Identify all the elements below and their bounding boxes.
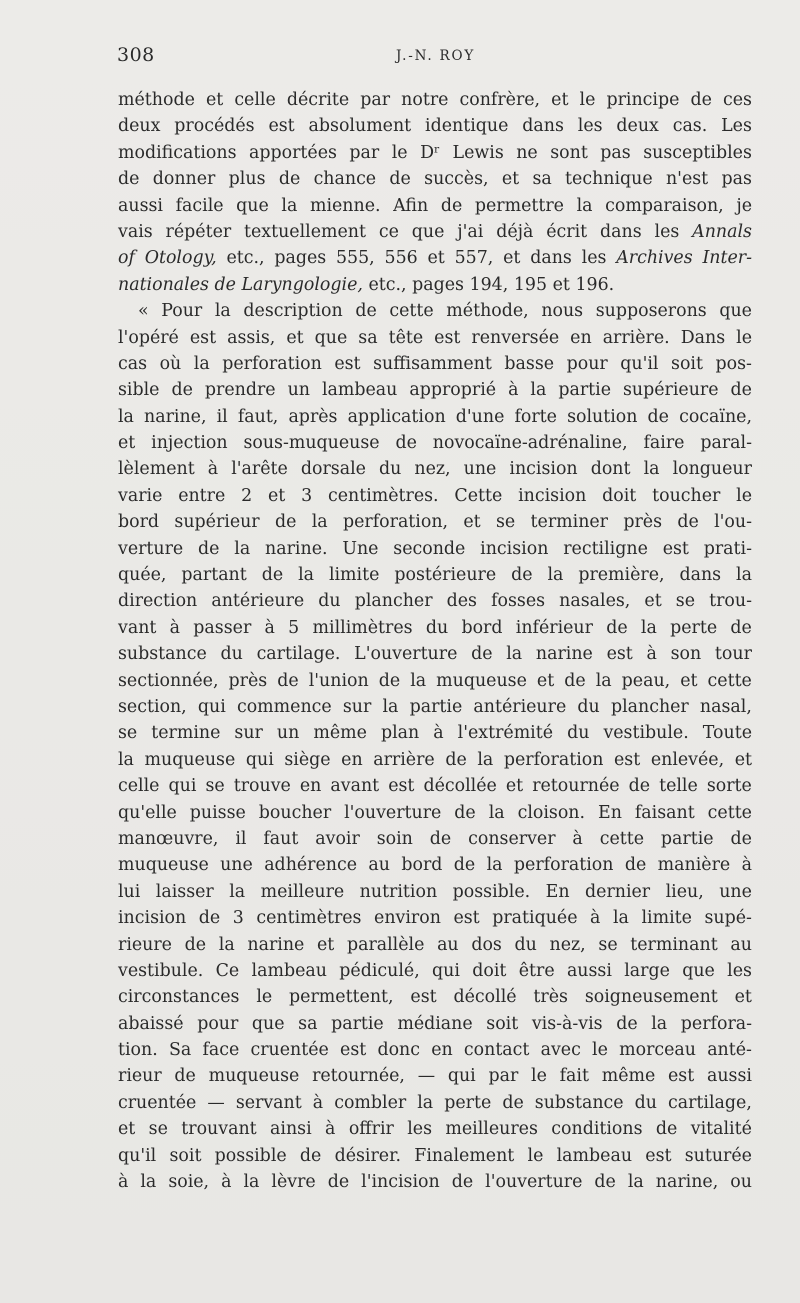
text-line: qu'elle puisse boucher l'ouverture de la cloison. En faisant cette bbox=[118, 802, 752, 823]
text-line: et injection sous-muqueuse de novocaïne-adrénaline, faire paral- bbox=[118, 433, 752, 454]
text-line: of Otology, etc., pages 555, 556 et 557, et dans les Archives Inter- bbox=[118, 248, 752, 269]
text-line: substance du cartilage. L'ouverture de la narine est à son tour bbox=[118, 644, 752, 665]
text-line: méthode et celle décrite par notre confrère, et le principe de ces bbox=[118, 90, 752, 110]
text-line: varie entre 2 et 3 centimètres. Cette incision doit toucher le bbox=[118, 485, 752, 506]
text-line: celle qui se trouve en avant est décollée et retournée de telle sorte bbox=[118, 776, 752, 797]
text-line: sible de prendre un lambeau approprié à la partie supérieure de bbox=[118, 380, 752, 401]
text-line: manœuvre, il faut avoir soin de conserver à cette partie de bbox=[118, 828, 752, 849]
text-line: modifications apportées par le Dʳ Lewis ne sont pas susceptibles bbox=[118, 142, 752, 163]
text-line: lui laisser la meilleure nutrition possible. En dernier lieu, une bbox=[118, 881, 752, 902]
text-line: la muqueuse qui siège en arrière de la perforation est enlevée, et bbox=[118, 749, 752, 770]
text-line: « Pour la description de cette méthode, nous supposerons que bbox=[138, 301, 752, 322]
text-line: verture de la narine. Une seconde incision rectiligne est prati- bbox=[118, 538, 752, 559]
running-head bbox=[0, 44, 800, 74]
text-line: vant à passer à 5 millimètres du bord inférieur de la perte de bbox=[118, 617, 752, 638]
text-line: nationales de Laryngologie, etc., pages 194, 195 et 196. bbox=[118, 274, 615, 295]
text-line: qu'il soit possible de désirer. Finalement le lambeau est suturée bbox=[118, 1145, 752, 1166]
text-line: muqueuse une adhérence au bord de la perforation de manière à bbox=[118, 855, 752, 876]
text-line: quée, partant de la limite postérieure de la première, dans la bbox=[118, 565, 752, 586]
running-title: J.-N. ROY bbox=[396, 48, 476, 64]
text-line: se termine sur un même plan à l'extrémité du vestibule. Toute bbox=[118, 723, 752, 744]
page-number: 308 bbox=[117, 44, 155, 66]
text-line: direction antérieure du plancher des fosses nasales, et se trou- bbox=[118, 591, 752, 612]
body-text bbox=[118, 87, 752, 1195]
text-line: et se trouvant ainsi à offrir les meilleures conditions de vitalité bbox=[118, 1119, 752, 1140]
text-line: à la soie, à la lèvre de l'incision de l'ouverture de la narine, ou bbox=[118, 1172, 752, 1193]
text-line: l'opéré est assis, et que sa tête est renversée en arrière. Dans le bbox=[118, 327, 752, 348]
text-line: section, qui commence sur la partie antérieure du plancher nasal, bbox=[118, 696, 752, 717]
text-line: aussi facile que la mienne. Afin de permettre la comparaison, je bbox=[118, 195, 752, 216]
text-line: vestibule. Ce lambeau pédiculé, qui doit être aussi large que les bbox=[118, 960, 752, 981]
text-line: tion. Sa face cruentée est donc en contact avec le morceau anté- bbox=[118, 1040, 752, 1061]
text-line: cruentée — servant à combler la perte de substance du cartilage, bbox=[118, 1092, 752, 1113]
text-line: sectionnée, près de l'union de la muqueuse et de la peau, et cette bbox=[118, 670, 752, 691]
text-line: incision de 3 centimètres environ est pratiquée à la limite supé- bbox=[118, 908, 752, 929]
text-line: rieur de muqueuse retournée, — qui par le fait même est aussi bbox=[118, 1066, 752, 1087]
text-line: rieure de la narine et parallèle au dos du nez, se terminant au bbox=[118, 934, 752, 955]
text-line: circonstances le permettent, est décollé très soigneusement et bbox=[118, 987, 752, 1008]
text-line: la narine, il faut, après application d'une forte solution de cocaïne, bbox=[118, 406, 752, 427]
text-line: abaissé pour que sa partie médiane soit vis-à-vis de la perfora- bbox=[118, 1013, 752, 1034]
text-line: deux procédés est absolument identique dans les deux cas. Les bbox=[118, 116, 752, 137]
text-line: bord supérieur de la perforation, et se terminer près de l'ou- bbox=[118, 512, 752, 533]
text-line: vais répéter textuellement ce que j'ai déjà écrit dans les Annals bbox=[118, 221, 752, 242]
text-line: de donner plus de chance de succès, et sa technique n'est pas bbox=[118, 169, 752, 190]
text-line: lèlement à l'arête dorsale du nez, une incision dont la longueur bbox=[118, 459, 752, 480]
text-line: cas où la perforation est suffisamment basse pour qu'il soit pos- bbox=[118, 353, 752, 374]
